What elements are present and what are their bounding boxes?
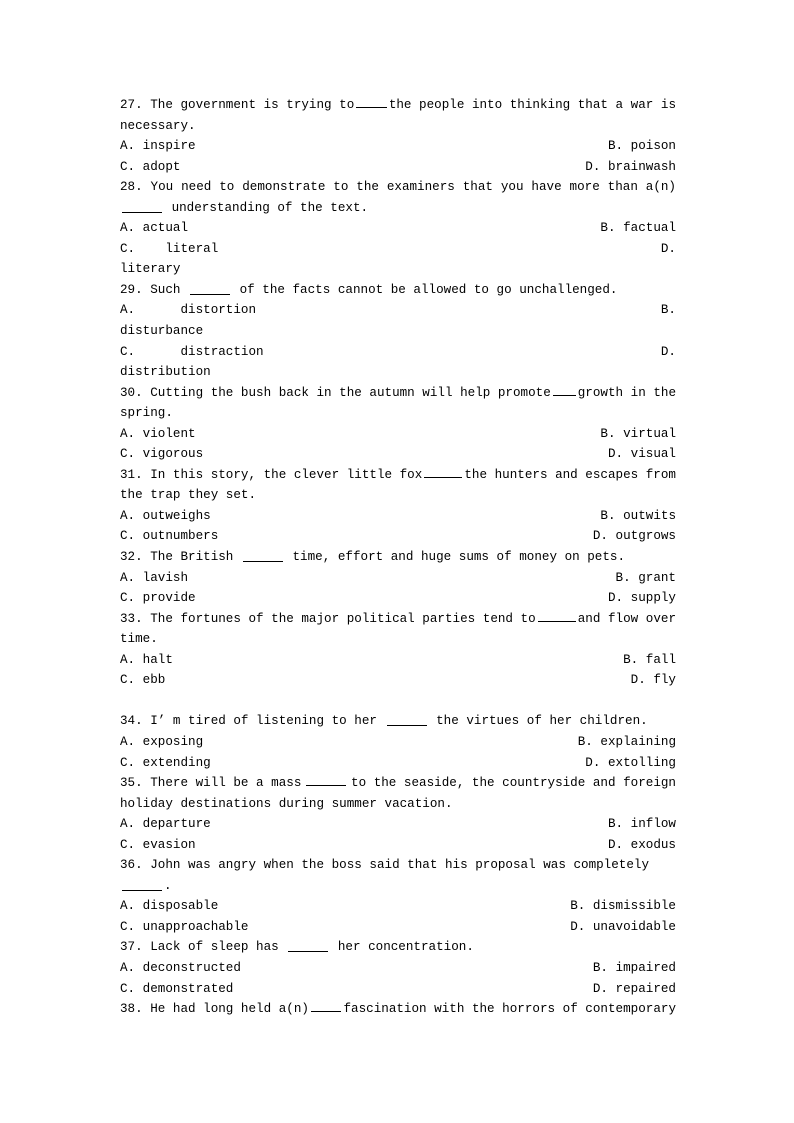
option-row-ab bbox=[120, 300, 676, 321]
option-a[interactable]: A. halt bbox=[120, 652, 173, 667]
question-stem-continuation: necessary. bbox=[120, 118, 196, 133]
option-b[interactable]: B. poison bbox=[607, 139, 676, 154]
question-stem-text-tail: the hunters and escapes from bbox=[464, 467, 676, 482]
question-stem-text: 38. He had long held a(n) bbox=[120, 1002, 309, 1017]
question-stem-text-tail: . bbox=[164, 878, 172, 893]
option-a[interactable]: A. outweighs bbox=[120, 508, 211, 523]
option-row-ab bbox=[120, 136, 698, 157]
option-b[interactable]: B. outwits bbox=[600, 508, 676, 523]
fill-in-blank bbox=[553, 395, 576, 396]
option-a[interactable]: A. lavish bbox=[120, 570, 189, 585]
option-row-cd bbox=[120, 835, 698, 856]
option-d-wrap[interactable]: literary bbox=[120, 262, 181, 277]
question-stem-line bbox=[120, 609, 676, 630]
option-d[interactable]: D. unavoidable bbox=[570, 919, 676, 934]
question-stem-text-tail: the people into thinking that a war is bbox=[388, 98, 676, 112]
fill-in-blank bbox=[387, 725, 427, 726]
option-d[interactable]: D. bbox=[660, 344, 676, 359]
question-stem-text: 33. The fortunes of the major political parties tend to bbox=[120, 611, 536, 626]
question-stem-text: 37. Lack of sleep has bbox=[120, 940, 279, 955]
fill-in-blank bbox=[356, 107, 387, 108]
option-row-ab bbox=[120, 506, 684, 527]
option-c[interactable]: C. unapproachable bbox=[120, 919, 249, 934]
exercise-body bbox=[120, 95, 676, 1020]
option-b[interactable]: B. factual bbox=[600, 221, 676, 236]
fill-in-blank bbox=[311, 1011, 342, 1012]
question-stem-line bbox=[120, 465, 676, 486]
fill-in-blank bbox=[288, 951, 328, 952]
option-b-wrap[interactable]: disturbance bbox=[120, 324, 204, 339]
question-stem-line bbox=[120, 547, 676, 568]
question-stem-line bbox=[120, 855, 676, 896]
option-d[interactable]: D. supply bbox=[607, 591, 676, 606]
option-row-ab bbox=[120, 958, 720, 979]
option-d[interactable]: D. exodus bbox=[607, 837, 676, 852]
option-row-cd bbox=[120, 670, 720, 691]
option-c[interactable]: C. vigorous bbox=[120, 447, 204, 462]
question-stem-text: 34. I’ m tired of listening to her bbox=[120, 714, 377, 729]
question-stem-line bbox=[120, 280, 676, 301]
question-stem-text-tail: time, effort and huge sums of money on pets. bbox=[292, 550, 626, 565]
option-c[interactable]: C. evasion bbox=[120, 837, 196, 852]
question-stem-text-tail: fascination with the horrors of contemporary bbox=[343, 1002, 676, 1017]
option-row-ab bbox=[120, 896, 676, 917]
option-row-cd bbox=[120, 753, 684, 774]
fill-in-blank bbox=[190, 294, 230, 295]
question-stem-line: 28. You need to demonstrate to the examiners that you have more than a(n) bbox=[120, 180, 676, 195]
question-stem-text: 30. Cutting the bush back in the autumn will help promote bbox=[120, 385, 551, 400]
option-row-ab bbox=[120, 732, 684, 753]
question-stem-text-tail: understanding of the text. bbox=[171, 200, 369, 215]
question-stem-text: 29. Such bbox=[120, 282, 181, 297]
option-d[interactable]: D. fly bbox=[630, 673, 676, 688]
question-stem-text-tail: and flow over bbox=[577, 611, 676, 626]
option-row-cd bbox=[120, 588, 698, 609]
question-stem-text: 32. The British bbox=[120, 550, 234, 565]
option-a[interactable]: A. disposable bbox=[120, 899, 219, 914]
option-row-ab bbox=[120, 218, 676, 239]
option-b[interactable]: B. inflow bbox=[607, 817, 676, 832]
option-row-cd bbox=[120, 526, 684, 547]
option-b[interactable]: B. bbox=[660, 303, 676, 318]
option-row-ab bbox=[120, 650, 720, 671]
question-stem-text: 27. The government is trying to bbox=[120, 98, 355, 112]
option-row-cd bbox=[120, 917, 720, 938]
option-row-ab bbox=[120, 814, 698, 835]
question-stem-text-tail: to the seaside, the countryside and foreign bbox=[351, 776, 676, 791]
question-stem-text: 31. In this story, the clever little fox bbox=[120, 467, 423, 482]
option-row-ab bbox=[120, 424, 698, 445]
fill-in-blank bbox=[122, 212, 162, 213]
option-d[interactable]: D. bbox=[660, 241, 676, 256]
question-stem-line bbox=[120, 937, 676, 958]
question-stem-continuation: holiday destinations during summer vacation. bbox=[120, 796, 453, 811]
question-stem-text-tail: her concentration. bbox=[337, 940, 474, 955]
option-a[interactable]: A. deconstructed bbox=[120, 960, 241, 975]
paragraph-spacer bbox=[120, 691, 676, 712]
option-a[interactable]: A. distortion bbox=[120, 303, 257, 318]
question-stem-line bbox=[120, 999, 676, 1020]
option-b[interactable]: B. virtual bbox=[600, 426, 676, 441]
option-b[interactable]: B. grant bbox=[615, 570, 676, 585]
option-b[interactable]: B. dismissible bbox=[570, 899, 676, 914]
option-c[interactable]: C. adopt bbox=[120, 159, 181, 174]
fill-in-blank bbox=[243, 561, 283, 562]
option-row-cd bbox=[120, 444, 720, 465]
option-c[interactable]: C. demonstrated bbox=[120, 981, 234, 996]
question-stem-continuation bbox=[120, 198, 676, 219]
fill-in-blank bbox=[306, 785, 346, 786]
option-d[interactable]: D. outgrows bbox=[592, 529, 676, 544]
question-stem-text-tail: the virtues of her children. bbox=[436, 714, 648, 729]
question-stem-line bbox=[120, 95, 676, 116]
option-row-cd bbox=[120, 157, 676, 178]
option-d[interactable]: D. repaired bbox=[592, 981, 676, 996]
fill-in-blank bbox=[122, 890, 162, 891]
option-a[interactable]: A. actual bbox=[120, 221, 189, 236]
option-c[interactable]: C. ebb bbox=[120, 673, 166, 688]
option-c[interactable]: C. distraction bbox=[120, 344, 264, 359]
option-d[interactable]: D. brainwash bbox=[585, 159, 676, 174]
option-c[interactable]: C. extending bbox=[120, 755, 211, 770]
option-a[interactable]: A. inspire bbox=[120, 139, 196, 154]
option-a[interactable]: A. exposing bbox=[120, 734, 204, 749]
option-d[interactable]: D. extolling bbox=[585, 755, 676, 770]
option-row-cd bbox=[120, 239, 676, 260]
question-stem-line bbox=[120, 383, 676, 404]
question-stem-text: 35. There will be a mass bbox=[120, 776, 302, 791]
question-stem-text-tail: of the facts cannot be allowed to go unchallenged. bbox=[239, 282, 618, 297]
option-c[interactable]: C. provide bbox=[120, 591, 196, 606]
fill-in-blank bbox=[424, 477, 462, 478]
question-stem-text: 36. John was angry when the boss said that his proposal was completely bbox=[120, 858, 650, 873]
option-a[interactable]: A. departure bbox=[120, 817, 211, 832]
question-stem-text-tail: growth in the bbox=[577, 385, 676, 400]
question-stem-line bbox=[120, 773, 676, 794]
option-a[interactable]: A. violent bbox=[120, 426, 196, 441]
fill-in-blank bbox=[538, 621, 576, 622]
option-d[interactable]: D. visual bbox=[607, 447, 676, 462]
question-stem-continuation: spring. bbox=[120, 406, 173, 421]
option-c[interactable]: C. outnumbers bbox=[120, 529, 219, 544]
option-b[interactable]: B. fall bbox=[623, 652, 676, 667]
option-d-wrap[interactable]: distribution bbox=[120, 365, 211, 380]
question-stem-continuation: the trap they set. bbox=[120, 488, 257, 503]
option-row-cd bbox=[120, 342, 676, 363]
option-c[interactable]: C. literal bbox=[120, 241, 219, 256]
question-stem-line bbox=[120, 711, 676, 732]
option-row-ab bbox=[120, 568, 720, 589]
question-stem-continuation: time. bbox=[120, 632, 158, 647]
option-b[interactable]: B. impaired bbox=[592, 960, 676, 975]
option-row-cd bbox=[120, 979, 720, 1000]
option-b[interactable]: B. explaining bbox=[577, 734, 676, 749]
